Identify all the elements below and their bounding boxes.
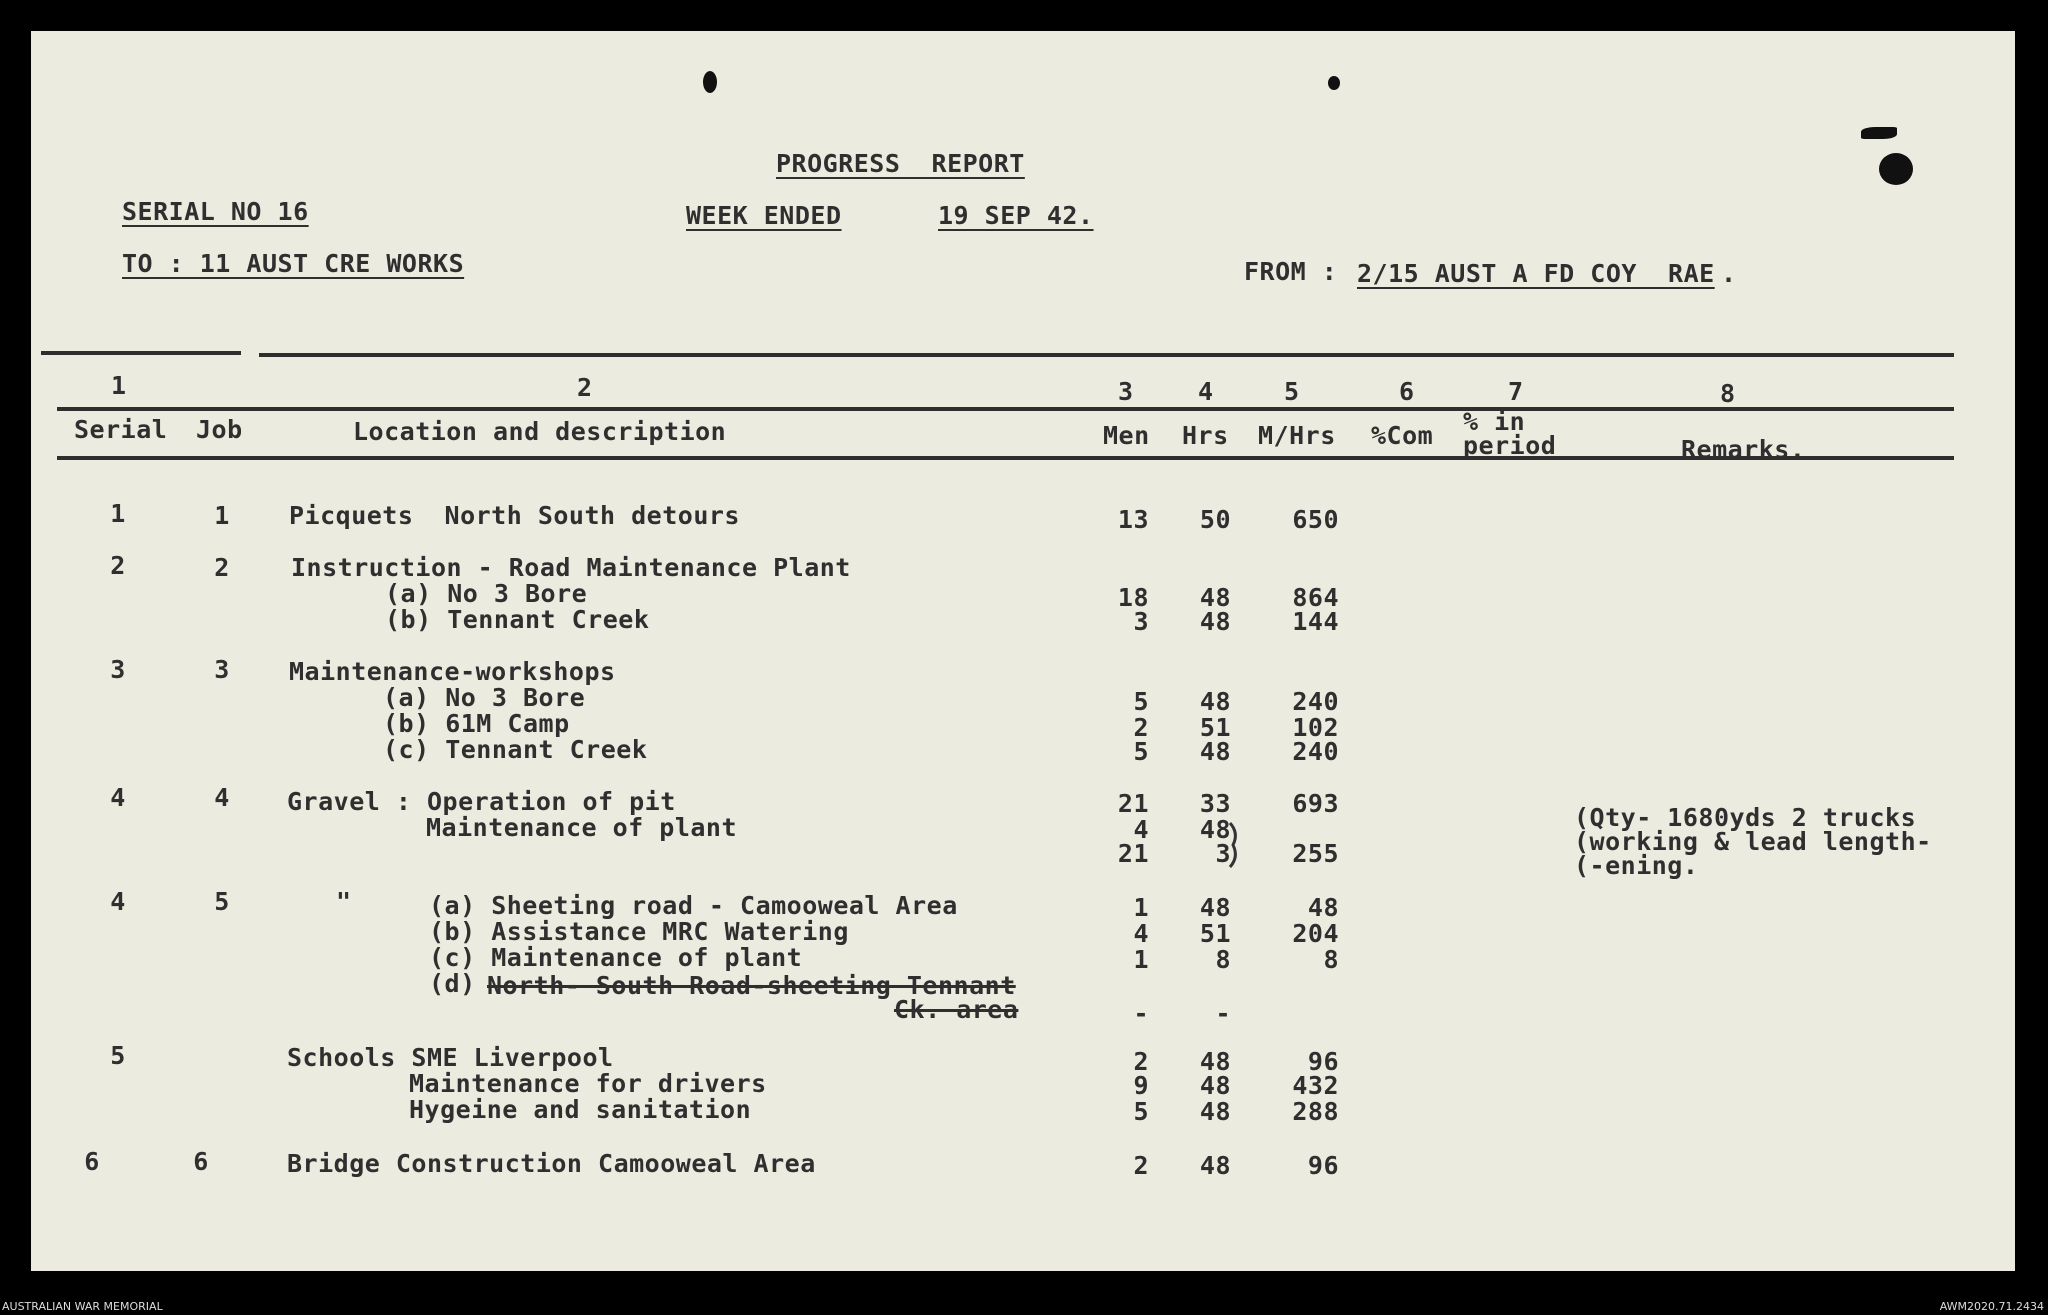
row-hrs: 48 <box>1199 607 1231 636</box>
row-description: (a) No 3 Bore <box>385 579 588 608</box>
archive-reference: AWM2020.71.2434 <box>1939 1300 2044 1313</box>
column-number: 2 <box>577 373 593 402</box>
heading-remarks: Remarks. <box>1681 435 1806 464</box>
row-mhrs: 96 <box>1307 1151 1339 1180</box>
row-men: 5 <box>1133 687 1149 716</box>
row-serial: 6 <box>84 1147 100 1176</box>
row-hrs: 33 <box>1199 789 1231 818</box>
row-hrs: 8 <box>1215 945 1231 974</box>
serial-number: SERIAL NO 16 <box>122 197 309 226</box>
row-description: Gravel : Operation of pit <box>287 787 676 816</box>
row-hrs: 48 <box>1199 737 1231 766</box>
week-ended-date: 19 SEP 42. <box>938 201 1094 230</box>
punch-hole <box>703 71 717 93</box>
column-number: 4 <box>1198 377 1214 406</box>
heading-com: %Com <box>1371 421 1434 450</box>
heading-period: % in <box>1463 407 1526 436</box>
from-label: FROM : <box>1244 257 1338 286</box>
row-mhrs: 144 <box>1292 607 1339 636</box>
row-description: Maintenance of plant <box>426 813 738 842</box>
column-number: 3 <box>1118 377 1134 406</box>
heading-hrs: Hrs <box>1182 421 1229 450</box>
row-hrs: - <box>1215 999 1231 1028</box>
archive-credit: AUSTRALIAN WAR MEMORIAL <box>2 1300 163 1313</box>
row-description: Maintenance-workshops <box>289 657 616 686</box>
row-serial: 5 <box>110 1041 126 1070</box>
row-job: 6 <box>193 1147 209 1176</box>
row-description: Schools SME Liverpool <box>287 1043 614 1072</box>
row-description: Picquets North South detours <box>289 501 740 530</box>
from-end: . <box>1721 259 1737 288</box>
row-men: 2 <box>1133 1047 1149 1076</box>
row-hrs: 3 <box>1215 839 1231 868</box>
week-ended-label: WEEK ENDED <box>686 201 842 230</box>
row-description: Maintenance for drivers <box>409 1069 767 1098</box>
row-description-prefix: (d) <box>429 969 476 998</box>
row-mhrs: 204 <box>1292 919 1339 948</box>
row-men: 5 <box>1133 1097 1149 1126</box>
ink-blot <box>1879 153 1913 185</box>
ditto-mark: " <box>336 887 352 916</box>
row-description: (a) Sheeting road - Camooweal Area <box>429 891 958 920</box>
row-serial: 3 <box>110 655 126 684</box>
column-number: 6 <box>1399 377 1415 406</box>
row-description: (c) Tennant Creek <box>383 735 648 764</box>
row-men: 4 <box>1133 815 1149 844</box>
column-number: 8 <box>1720 379 1736 408</box>
row-men: - <box>1133 999 1149 1028</box>
column-number: 7 <box>1508 377 1524 406</box>
row-description: Hygeine and sanitation <box>409 1095 752 1124</box>
row-men: 21 <box>1117 789 1149 818</box>
heading-serial: Serial <box>74 415 168 444</box>
row-mhrs: 8 <box>1323 945 1339 974</box>
row-hrs: 48 <box>1199 893 1231 922</box>
heading-period: period <box>1463 431 1557 460</box>
row-men: 2 <box>1133 1151 1149 1180</box>
row-description-struck: Ck. area <box>894 995 1019 1024</box>
row-description: (c) Maintenance of plant <box>429 943 803 972</box>
remarks-line: (working & lead length- <box>1574 827 1932 856</box>
to-address: TO : 11 AUST CRE WORKS <box>122 249 465 278</box>
row-hrs: 48 <box>1199 1097 1231 1126</box>
row-description: Instruction - Road Maintenance Plant <box>291 553 851 582</box>
row-hrs: 48 <box>1199 1047 1231 1076</box>
row-mhrs: 288 <box>1292 1097 1339 1126</box>
row-hrs: 51 <box>1199 919 1231 948</box>
remarks-line: (Qty- 1680yds 2 trucks <box>1574 803 1917 832</box>
report-title: PROGRESS REPORT <box>776 149 1025 178</box>
row-job: 1 <box>214 501 230 530</box>
heading-men: Men <box>1103 421 1150 450</box>
row-mhrs: 693 <box>1292 789 1339 818</box>
row-men: 5 <box>1133 737 1149 766</box>
row-job: 2 <box>214 553 230 582</box>
row-men: 3 <box>1133 607 1149 636</box>
rule-top <box>41 351 241 355</box>
rule-top <box>259 353 1954 357</box>
row-description: Bridge Construction Camooweal Area <box>287 1149 816 1178</box>
row-description: (b) 61M Camp <box>383 709 570 738</box>
row-serial: 4 <box>110 783 126 812</box>
row-hrs: 48 <box>1199 583 1231 612</box>
row-description: (a) No 3 Bore <box>383 683 586 712</box>
row-mhrs: 240 <box>1292 687 1339 716</box>
ink-mark <box>1861 127 1897 139</box>
row-serial: 2 <box>110 551 126 580</box>
row-description: (b) Tennant Creek <box>385 605 650 634</box>
row-description-struck: North- South Road-sheeting Tennant <box>487 971 1016 1000</box>
remarks-line: (-ening. <box>1574 851 1699 880</box>
row-men: 4 <box>1133 919 1149 948</box>
row-job: 3 <box>214 655 230 684</box>
row-serial: 4 <box>110 887 126 916</box>
row-mhrs: 650 <box>1292 505 1339 534</box>
row-hrs: 50 <box>1199 505 1231 534</box>
row-mhrs: 48 <box>1307 893 1339 922</box>
bracket-mark <box>1227 821 1243 869</box>
heading-mhrs: M/Hrs <box>1258 421 1336 450</box>
row-men: 2 <box>1133 713 1149 742</box>
rule-bottom <box>57 456 1954 460</box>
from-unit: 2/15 AUST A FD COY RAE <box>1357 259 1715 288</box>
row-hrs: 48 <box>1199 1151 1231 1180</box>
column-number: 1 <box>111 371 127 400</box>
row-serial: 1 <box>110 499 126 528</box>
row-men: 13 <box>1117 505 1149 534</box>
row-mhrs: 240 <box>1292 737 1339 766</box>
row-hrs: 48 <box>1199 815 1231 844</box>
rule-mid <box>57 407 1954 411</box>
row-men: 21 <box>1117 839 1149 868</box>
row-description: (b) Assistance MRC Watering <box>429 917 849 946</box>
row-men: 1 <box>1133 945 1149 974</box>
row-job: 4 <box>214 783 230 812</box>
row-mhrs: 96 <box>1307 1047 1339 1076</box>
row-hrs: 48 <box>1199 1071 1231 1100</box>
row-mhrs: 102 <box>1292 713 1339 742</box>
row-hrs: 48 <box>1199 687 1231 716</box>
row-men: 1 <box>1133 893 1149 922</box>
heading-job: Job <box>196 415 243 444</box>
row-mhrs: 864 <box>1292 583 1339 612</box>
punch-hole <box>1328 76 1340 90</box>
heading-location: Location and description <box>353 417 727 446</box>
row-mhrs: 432 <box>1292 1071 1339 1100</box>
row-job: 5 <box>214 887 230 916</box>
row-mhrs: 255 <box>1292 839 1339 868</box>
column-number: 5 <box>1284 377 1300 406</box>
row-men: 9 <box>1133 1071 1149 1100</box>
document-page <box>31 31 2015 1271</box>
row-men: 18 <box>1117 583 1149 612</box>
row-hrs: 51 <box>1199 713 1231 742</box>
